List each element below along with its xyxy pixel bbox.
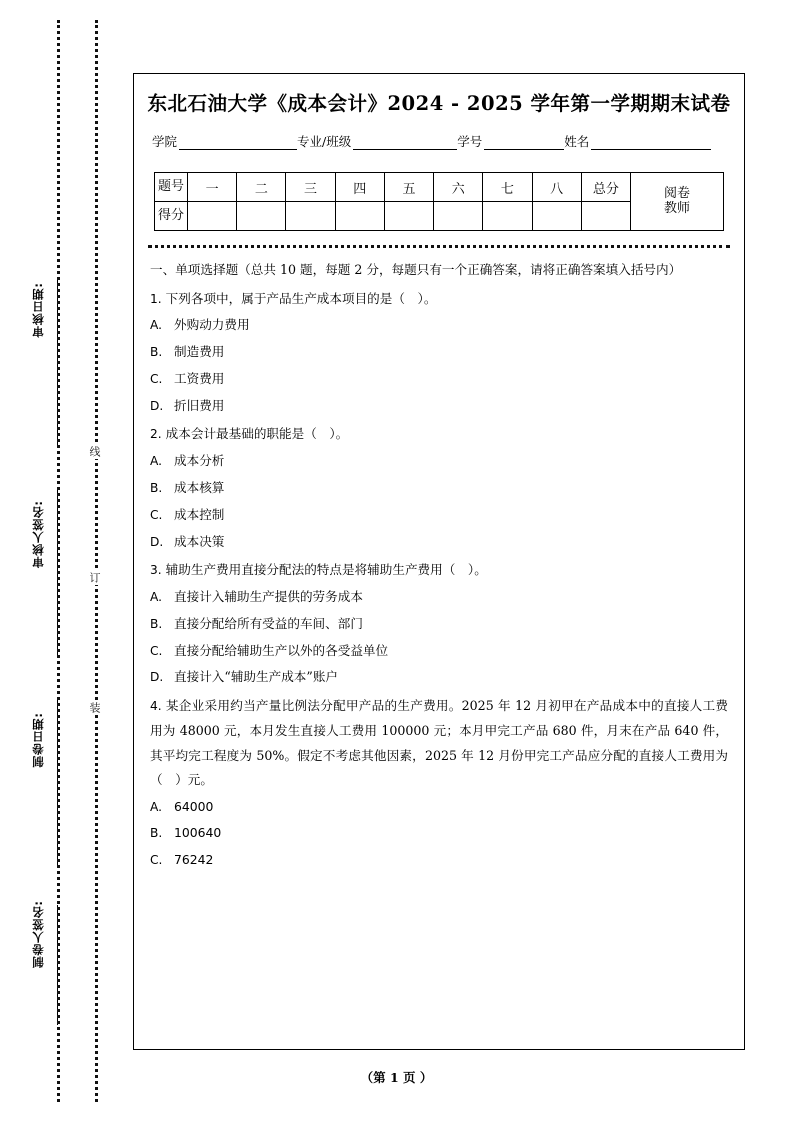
question-1-option-b-text: 制造费用 (174, 344, 225, 360)
question-1-option-a-label: A. (150, 318, 162, 333)
question-3-option-b-text: 直接分配给所有受益的车间、部门 (174, 615, 363, 631)
left-margin-column (0, 0, 120, 1122)
question-1-option-a-text: 外购动力费用 (174, 317, 250, 333)
score-value-6[interactable] (434, 202, 483, 231)
question-1-option-b[interactable] (150, 340, 728, 365)
question-2-option-d-label: D. (150, 534, 164, 549)
exam-paper-frame (133, 73, 745, 1050)
question-2-option-b-text: 成本核算 (174, 480, 225, 496)
question-1-stem (150, 287, 728, 312)
page-title: 东北石油大学《成本会计》2024 - 2025 学年第一学期期末试卷 (147, 92, 731, 115)
question-4-option-c[interactable] (150, 848, 728, 873)
score-value-total[interactable] (581, 202, 630, 231)
info-label-name: 姓名 (564, 134, 590, 149)
score-value-2[interactable] (237, 202, 286, 231)
question-3-option-d-text: 直接计入“辅助生产成本”账户 (174, 669, 339, 685)
question-1-option-a[interactable] (150, 313, 728, 338)
question-4-option-b-label: B. (150, 826, 163, 841)
section-heading: 一、单项选择题（总共 10 题，每题 2 分，每题只有一个正确答案，请将正确答案填入括号内） (150, 262, 682, 277)
question-1-option-d[interactable] (150, 394, 728, 419)
info-blank-major-class[interactable] (353, 136, 457, 150)
fold-mark-ding: 订 (88, 572, 101, 583)
question-3-option-a-label: A. (150, 590, 162, 605)
score-row-label-question (155, 173, 188, 202)
question-2-text: 成本会计最基础的职能是（ ）。 (165, 426, 349, 442)
score-col-1: 一 (188, 173, 237, 202)
score-col-2: 二 (237, 173, 286, 202)
info-blank-student-id[interactable] (484, 136, 564, 150)
question-2-option-c-text: 成本控制 (174, 506, 225, 522)
table-row-question-numbers (155, 173, 724, 202)
fold-guide-outer (57, 20, 60, 1102)
question-1-option-d-text: 折旧费用 (174, 397, 225, 413)
score-value-8[interactable] (532, 202, 581, 231)
section-separator (148, 245, 730, 248)
question-1-option-d-label: D. (150, 398, 164, 413)
question-3-option-c-text: 直接分配给辅助生产以外的各受益单位 (174, 642, 389, 658)
info-blank-college[interactable] (179, 136, 297, 150)
question-2-option-a-label: A. (150, 454, 162, 469)
question-3-stem (150, 558, 728, 583)
score-value-7[interactable] (483, 202, 532, 231)
question-2-option-d[interactable] (150, 530, 728, 555)
question-4-number: 4. (150, 699, 162, 714)
score-row-label-score-text: 得分 (157, 208, 184, 224)
score-col-6: 六 (434, 173, 483, 202)
question-2-option-a-text: 成本分析 (174, 453, 225, 469)
question-4-option-a[interactable] (150, 795, 728, 820)
score-row-label-score (155, 202, 188, 231)
question-3-option-b-label: B. (150, 616, 163, 631)
question-4-stem (150, 694, 728, 792)
fold-mark-zhuang: 装 (88, 702, 101, 713)
question-3-option-d-label: D. (150, 670, 164, 685)
score-row-label-question-ch1: 题号 (157, 179, 184, 195)
question-2-option-a[interactable] (150, 449, 728, 474)
question-2-option-c-label: C. (150, 507, 163, 522)
margin-label-paper-date: 制卷日期: (31, 712, 45, 768)
student-info-row (152, 132, 726, 150)
question-2-option-d-text: 成本决策 (174, 533, 225, 549)
score-col-8: 八 (532, 173, 581, 202)
question-4-option-b[interactable] (150, 821, 728, 846)
question-2-option-c[interactable] (150, 503, 728, 528)
score-col-4: 四 (335, 173, 384, 202)
question-1-option-c[interactable] (150, 367, 728, 392)
question-4-text: 某企业采用约当产量比例法分配甲产品的生产费用。2025 年 12 月初甲在产品成本中的直接人工费用为 48000 元，本月发生直接人工费用 100000 元；本月甲完工产品 680 件，月末在产品 640 件，其平均完工程度为 50%。假定不考虑其他因素，2025 年 12 月份甲完工产品应分配的直接人工费用为（ ）元。 (150, 698, 728, 788)
question-1-text: 下列各项中，属于产品生产成本项目的是（ ）。 (165, 290, 437, 306)
info-blank-name[interactable] (591, 136, 711, 150)
question-1-option-c-label: C. (150, 371, 163, 386)
score-col-grader-teacher (631, 173, 724, 231)
page-footer: （第 1 页 ） (360, 1070, 433, 1085)
question-2-number: 2. (150, 427, 162, 442)
question-4-option-c-label: C. (150, 853, 163, 868)
question-3-option-d[interactable] (150, 665, 728, 690)
fold-guide-inner (95, 20, 98, 1102)
score-col-total: 总分 (581, 173, 630, 202)
info-label-student-id: 学号 (457, 134, 483, 149)
question-1-option-c-text: 工资费用 (174, 370, 225, 386)
score-col-7: 七 (483, 173, 532, 202)
score-value-1[interactable] (188, 202, 237, 231)
margin-label-reviewer-signature: 审核人签名: (31, 500, 45, 569)
fold-mark-xian: 线 (88, 446, 101, 457)
margin-label-author-signature: 制卷人签名: (31, 900, 45, 969)
question-body (150, 258, 728, 873)
margin-label-review-date: 审核日期: (31, 282, 45, 338)
score-value-4[interactable] (335, 202, 384, 231)
question-1-option-b-label: B. (150, 345, 163, 360)
question-4-option-a-label: A. (150, 799, 162, 814)
question-4-option-c-text: 76242 (174, 852, 214, 868)
question-3-option-a-text: 直接计入辅助生产提供的劳务成本 (174, 589, 363, 605)
score-value-5[interactable] (384, 202, 433, 231)
question-4-option-b-text: 100640 (174, 825, 222, 841)
info-label-major-class: 专业/班级 (297, 134, 352, 149)
grader-teacher-line2: 教师 (663, 200, 690, 216)
question-3-option-c[interactable] (150, 639, 728, 664)
question-4-option-a-text: 64000 (174, 798, 214, 814)
question-3-number: 3. (150, 563, 162, 578)
score-value-3[interactable] (286, 202, 335, 231)
question-2-option-b[interactable] (150, 476, 728, 501)
score-table (154, 172, 724, 231)
info-label-college: 学院 (152, 134, 178, 149)
question-3-option-b[interactable] (150, 612, 728, 637)
question-2-stem (150, 422, 728, 447)
question-3-option-a[interactable] (150, 585, 728, 610)
question-3-text: 辅助生产费用直接分配法的特点是将辅助生产费用（ ）。 (165, 562, 487, 578)
question-1-number: 1. (150, 291, 162, 306)
score-col-5: 五 (384, 173, 433, 202)
score-col-3: 三 (286, 173, 335, 202)
question-2-option-b-label: B. (150, 481, 163, 496)
grader-teacher-line1: 阅卷 (663, 185, 690, 201)
question-3-option-c-label: C. (150, 643, 163, 658)
